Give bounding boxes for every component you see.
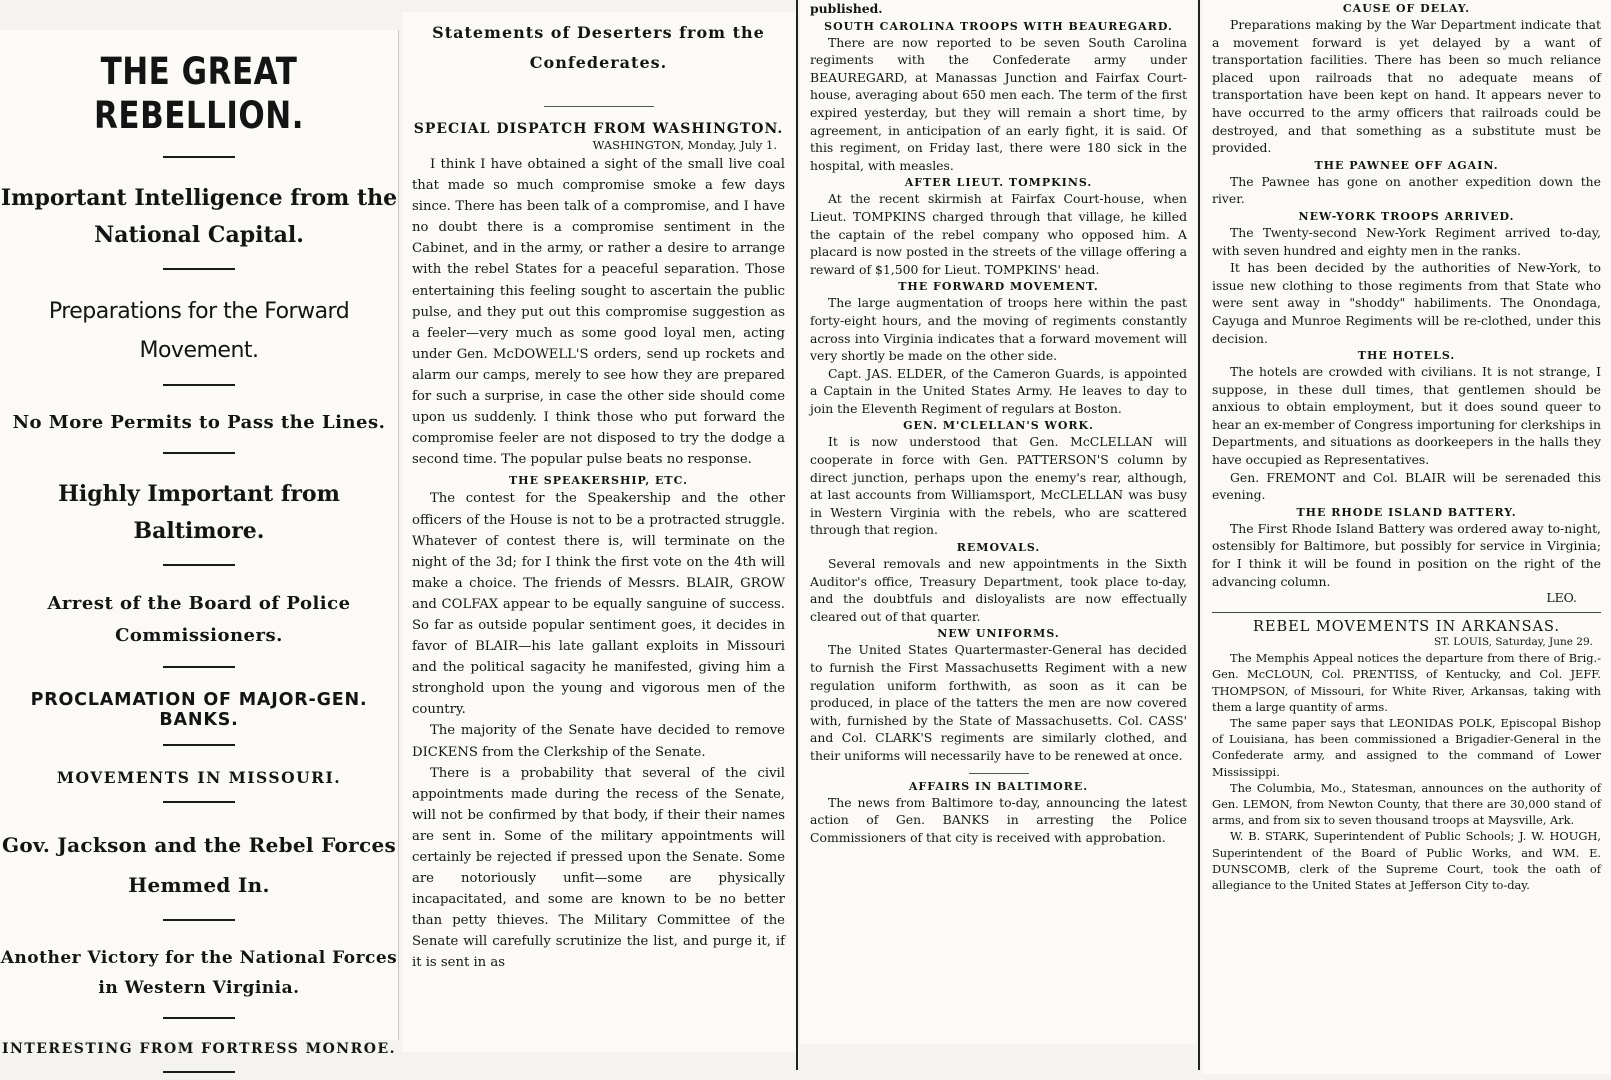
column-rule [796, 0, 798, 1070]
article-column-2 [402, 12, 795, 1052]
subheading: THE SPEAKERSHIP, ETC. [509, 474, 688, 488]
masthead-title: THE GREAT REBELLION. [94, 50, 304, 138]
divider [163, 744, 235, 746]
subheading: THE RHODE ISLAND BATTERY. [1296, 505, 1517, 519]
article-paragraph: The large augmentation of troops here within the past forty-eight hours, and the moving of regiments constantly across into Virginia indicates that a forward movement will very shortly be made on the other side. [810, 295, 1187, 364]
subheading: REMOVALS. [956, 541, 1041, 555]
article-paragraph: The majority of the Senate have decided to remove DICKENS from the Clerkship of the Senate. [412, 723, 785, 760]
subheading: NEW UNIFORMS. [937, 627, 1060, 641]
carryover-text: published. [810, 1, 883, 16]
headline: INTERESTING FROM FORTRESS MONROE. [2, 1041, 396, 1057]
article-paragraph: The news from Baltimore to-day, announcing the latest action of Gen. BANKS in arresting the Police Commissioners of that city is received with approbation. [810, 794, 1187, 845]
subheading: THE FORWARD MOVEMENT. [898, 280, 1099, 294]
headline: Preparations for the Forward Movement. [48, 299, 350, 363]
headline: Arrest of the Board of Police Commissioners. [47, 593, 351, 646]
headline: Highly Important from Baltimore. [58, 481, 340, 544]
section-heading: Statements of Deserters from the Confederates. [432, 23, 765, 72]
article-paragraph: There are now reported to be seven South Carolina regiments with the Confederate army under BEAUREGARD, at Manassas Junction and Fairfax Court-house, averaging about 650 men each. The term of the first expired yesterday, but they will remain a short time, by agreement, in anticipation of an early fight, it is said. Of this regiment, on Friday last, there were 180 sick in the hospital, with measles. [810, 34, 1187, 173]
divider [163, 268, 235, 270]
article-paragraph: The Memphis Appeal notices the departure from there of Brig.-Gen. McCLOUN, Col. PRENTISS, of Kentucky, and Col. JEFF. THOMPSON, of Missouri, for White River, Arkansas, taking with them a large quantity of arms. [1212, 651, 1601, 714]
headline: Another Victory for the National Forces in Western Virginia. [0, 948, 398, 998]
subheading: AFFAIRS IN BALTIMORE. [908, 779, 1089, 793]
article-paragraph: W. B. STARK, Superintendent of Public Schools; J. W. HOUGH, Superintendent of the Board of Public Works, and WM. E. DUNSCOMB, clerk of the Supreme Court, took the oath of allegiance to the United States at Jefferson City to-day. [1212, 829, 1601, 893]
subheading: AFTER LIEUT. TOMPKINS. [904, 176, 1093, 190]
article-paragraph: Several removals and new appointments in the Sixth Auditor's office, Treasury Department, took place to-day, and the doubtfuls and disloyalists are now effectually cleared out of that quarter. [810, 556, 1187, 624]
article-column-4 [1202, 0, 1611, 1074]
signature: LEO. [1546, 590, 1577, 606]
section-heading: REBEL MOVEMENTS IN ARKANSAS. [1252, 619, 1561, 636]
article-paragraph: Preparations making by the War Department indicate that a movement forward is yet delayed by a want of transportation facilities. There has been so much reliance placed upon railroads that no adequate means of transportation have been kept on hand. It appears never to have occurred to the army officers that railroads could be destroyed, and that something as a substitute must be provided. [1212, 17, 1601, 156]
dispatch-heading: SPECIAL DISPATCH FROM WASHINGTON. [413, 121, 784, 137]
divider [163, 384, 235, 386]
headline: MOVEMENTS IN MISSOURI. [56, 768, 342, 787]
article-paragraph: Gen. FREMONT and Col. BLAIR will be serenaded this evening. [1212, 469, 1601, 503]
article-paragraph: The First Rhode Island Battery was ordered away to-night, ostensibly for Baltimore, but possibly for service in Virginia; for I think it will be found in position on the right of the advancing column. [1212, 520, 1601, 589]
article-paragraph: The Pawnee has gone on another expedition down the river. [1212, 173, 1601, 207]
divider [969, 773, 1029, 774]
article-paragraph: The hotels are crowded with civilians. It is not strange, I suppose, in these dull times, that gentlemen should be anxious to obtain employment, but it does sound queer to hear an ex-member of Congress importuning for clerkships in Departments, and situations as doorkeepers in the halls they have occupied as Representatives. [1212, 364, 1601, 468]
subheading: CAUSE OF DELAY. [1342, 2, 1471, 15]
article-paragraph: It has been decided by the authorities of New-York, to issue new clothing to those regiments from that State who were sent away in "shoddy" habiliments. The Onondaga, Cayuga and Munroe Regiments will be re-clothed, under this decision. [1212, 260, 1601, 346]
divider [163, 801, 235, 803]
article-paragraph: The United States Quartermaster-General has decided to furnish the First Massachusetts Regiment with a new regulation uniform forthwith, as soon as it can be produced, in place of the tatters the men are now covered with, furnished by the State of Massachusetts. Col. CASS' and Col. CLARK'S regiments are similarly clothed, and their uniforms will necessarily have to be renewed at once. [810, 642, 1187, 763]
article-paragraph: I think I have obtained a sight of the small live coal that made so much compromise smoke a few days since. There has been talk of a compromise, and I have no doubt there is a compromise sentiment in the Cabinet, and in the army, or rather a desire to arrange with the rebel States for a peaceful separation. Those entertaining this feeling sought to ascertain the public pulse, and they put out this compromise suggestion as a feeler—very much as some good loyal men, acting under Gen. McDOWELL'S orders, send up rockets and alarm our camps, merely to see how they are prepared for such a surprise, in case the other side should come upon us suddenly. I think those who put forward the compromise feeler are not disposed to try the dodge a second time. The popular pulse beats no response. [412, 157, 785, 468]
divider [1212, 612, 1601, 613]
divider [163, 452, 235, 454]
article-column-3 [800, 0, 1197, 1044]
divider [163, 564, 235, 566]
article-paragraph: The Columbia, Mo., Statesman, announces on the authority of Gen. LEMON, from Newton County, that there are 30,000 stand of arms, and from six to seven thousand troops at Maysville, Ark. [1212, 780, 1601, 828]
divider [163, 156, 235, 158]
subheading: THE PAWNEE OFF AGAIN. [1314, 158, 1499, 172]
subheading: GEN. M'CLELLAN'S WORK. [903, 419, 1094, 433]
headline: No More Permits to Pass the Lines. [12, 412, 386, 433]
divider [544, 106, 654, 107]
divider [163, 666, 235, 668]
column-rule [1198, 0, 1200, 1070]
article-paragraph: At the recent skirmish at Fairfax Court-house, when Lieut. TOMPKINS charged through that village, he killed the captain of the rebel company who opposed him. A placard is now posted in the streets of the village offering a reward of $1,500 for Lieut. TOMPKINS' head. [810, 191, 1187, 277]
headline-column [0, 30, 399, 1057]
divider [163, 919, 235, 921]
article-paragraph: There is a probability that several of the civil appointments made during the recess of the Senate, will not be confirmed by that body, if their their names are sent in. Some of the military appointments will certainly be rejected if pressed upon the Senate. Some are notoriously unfit—some are physically incapacitated, and some are known to be no better than petty thieves. The Military Committee of the Senate will carefully scrutinize the list, and purge it, if it is sent in as [412, 765, 785, 971]
dateline: WASHINGTON, Monday, July 1. [592, 138, 777, 152]
article-paragraph: It is now understood that Gen. McCLELLAN will cooperate in force with Gen. PATTERSON'S column by direct junction, perhaps upon the enemy's rear, although, at last accounts from Williamsport, McCLELLAN was busy in Western Virginia with the rebels, who are scattered through that region. [810, 434, 1187, 538]
headline: PROCLAMATION OF MAJOR-GEN. BANKS. [30, 690, 368, 730]
headline: Gov. Jackson and the Rebel Forces Hemmed In. [1, 833, 397, 897]
subheading: NEW-YORK TROOPS ARRIVED. [1298, 209, 1515, 223]
divider [163, 1071, 235, 1073]
subheading: THE HOTELS. [1357, 349, 1456, 363]
subheading: SOUTH CAROLINA TROOPS WITH BEAUREGARD. [824, 19, 1173, 33]
article-paragraph: Capt. JAS. ELDER, of the Cameron Guards, is appointed a Captain in the United States Army. He leaves to day to join the Eleventh Regiment of regulars at Boston. [810, 365, 1187, 416]
article-paragraph: The same paper says that LEONIDAS POLK, Episcopal Bishop of Louisiana, has been commissioned a Brigadier-General in the Confederate army, and assigned to the command of Lower Mississippi. [1212, 716, 1601, 779]
divider [163, 1017, 235, 1019]
dateline: ST. LOUIS, Saturday, June 29. [1433, 636, 1593, 649]
article-paragraph: The contest for the Speakership and the other officers of the House is not to be a protracted struggle. Whatever of contest there is, will terminate on the night of the 3d; for I think the first vote on the 4th will make a choice. The friends of Messrs. BLAIR, GROW and COLFAX appear to be equally sanguine of success. So far as outside popular sentiment goes, it decides in favor of BLAIR—his late gallant exploits in Missouri and the political sagacity he manifested, giving him a stronghold upon the young and vigorous men of the country. [412, 491, 785, 718]
article-paragraph: The Twenty-second New-York Regiment arrived to-day, with seven hundred and eighty men in the ranks. [1212, 224, 1601, 258]
headline: Important Intelligence from the National Capital. [0, 185, 398, 248]
